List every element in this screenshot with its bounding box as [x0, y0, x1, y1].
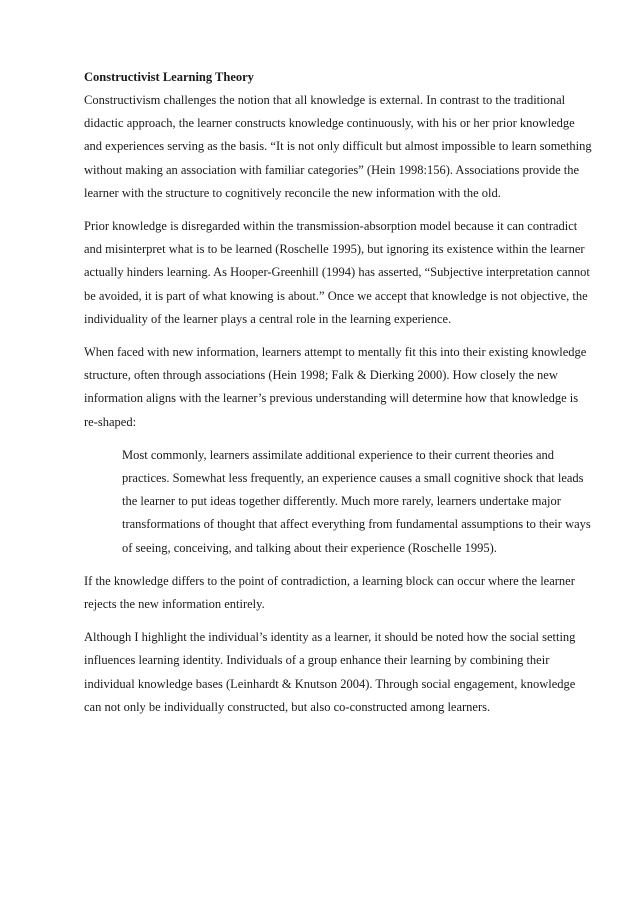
paragraph-5: Although I highlight the individual’s identity as a learner, it should be noted how the social setting influences learning identity. Individuals of a group enhance their learning by combining their individual knowledge bases (Leinhardt & Knutson 2004). Through social engagement, knowledge can not only be individually constructed, but also co-constructed among learners. [84, 630, 576, 714]
document-page [84, 66, 594, 729]
paragraph-2: Prior knowledge is disregarded within the transmission-absorption model because it can contradict and misinterpret what is to be learned (Roschelle 1995), but ignoring its existence within the learner actually hinders learning. As Hooper-Greenhill (1994) has asserted, “Subjective interpretation cannot be avoided, it is part of what knowing is about.” Once we accept that knowledge is not objective, the individuality of the learner plays a central role in the learning experience. [84, 219, 590, 326]
document-title: Constructivist Learning Theory [84, 70, 254, 84]
paragraph-1: Constructivism challenges the notion that all knowledge is external. In contrast to the traditional didactic approach, the learner constructs knowledge continuously, with his or her prior knowledge and experiences serving as the basis. “It is not only difficult but almost impossible to learn something without making an association with familiar categories” (Hein 1998:156). Associations provide the learner with the structure to cognitively reconcile the new information with the old. [84, 93, 592, 200]
paragraph-4: If the knowledge differs to the point of contradiction, a learning block can occur where the learner rejects the new information entirely. [84, 573, 575, 612]
paragraph-3: When faced with new information, learners attempt to mentally fit this into their existing knowledge structure, often through associations (Hein 1998; Falk & Dierking 2000). How closely the new information aligns with the learner’s previous understanding will determine how that knowledge is re-shaped: [84, 345, 587, 429]
block-quote: Most commonly, learners assimilate additional experience to their current theories and practices. Somewhat less frequently, an experience causes a small cognitive shock that leads the learner to put ideas together differently. Much more rarely, learners undertake major transformations of thought that affect everything from fundamental assumptions to their ways of seeing, conceiving, and talking about their experience (Roschelle 1995). [122, 447, 591, 555]
